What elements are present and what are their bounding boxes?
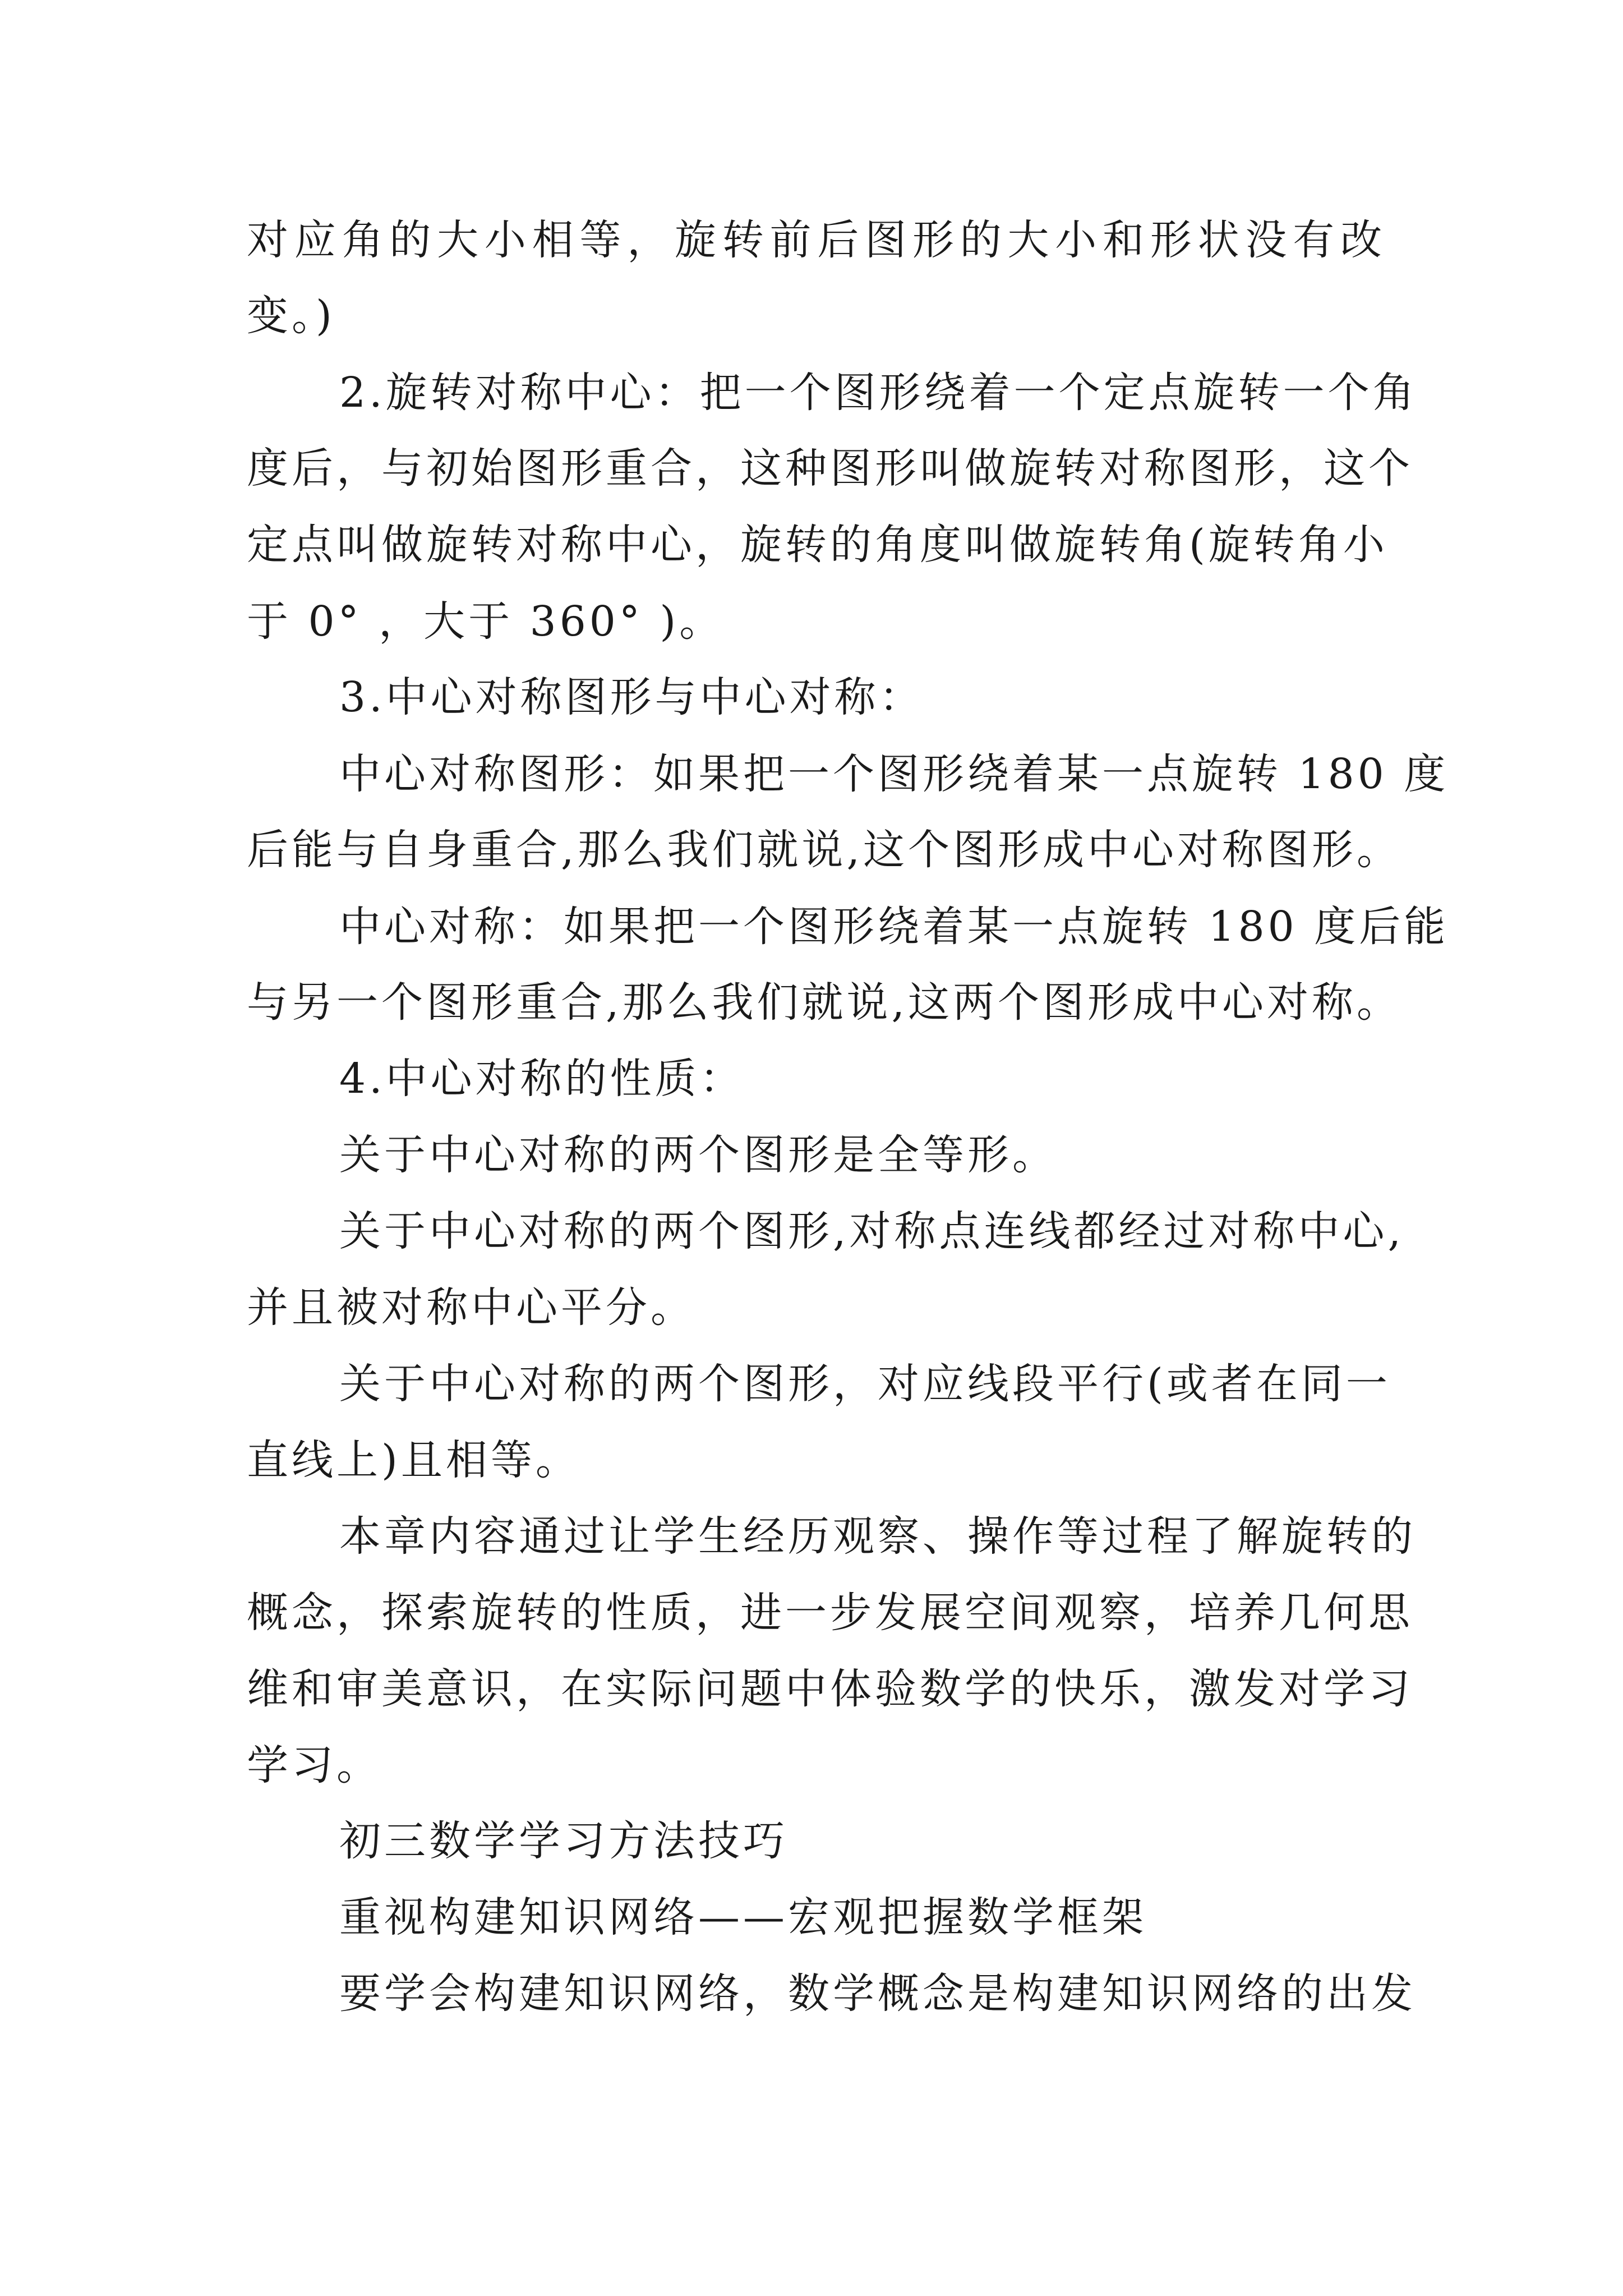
- text-line: 与另一个图形重合,那么我们就说,这两个图形成中心对称。: [247, 978, 1402, 1027]
- text-line: 关于中心对称的两个图形是全等形。: [339, 1131, 1057, 1179]
- text-line: 4.中心对称的性质：: [339, 1055, 745, 1103]
- text-line: 3.中心对称图形与中心对称：: [339, 673, 924, 721]
- text-line: 度后，与初始图形重合，这种图形叫做旋转对称图形，这个: [247, 444, 1413, 493]
- text-line: 重视构建知识网络——宏观把握数学框架: [339, 1893, 1147, 1941]
- text-line: 2.旋转对称中心：把一个图形绕着一个定点旋转一个角: [339, 369, 1418, 417]
- text-line: 后能与自身重合,那么我们就说,这个图形成中心对称图形。: [247, 826, 1402, 874]
- text-line: 对应角的大小相等，旋转前后图形的大小和形状没有改: [247, 216, 1385, 264]
- text-line: 关于中心对称的两个图形,对称点连线都经过对称中心,: [339, 1207, 1405, 1255]
- text-line: 中心对称：如果把一个图形绕着某一点旋转 180 度后能: [339, 903, 1449, 951]
- text-line: 直线上)且相等。: [247, 1436, 580, 1484]
- text-line: 于 0° ，大于 360° )。: [247, 597, 725, 646]
- text-line: 中心对称图形：如果把一个图形绕着某一点旋转 180 度: [339, 750, 1449, 798]
- text-line: 维和审美意识，在实际问题中体验数学的快乐，激发对学习: [247, 1665, 1413, 1713]
- text-line: 学习。: [247, 1741, 381, 1789]
- text-line: 概念，探索旋转的性质，进一步发展空间观察，培养几何思: [247, 1589, 1413, 1637]
- text-line: 并且被对称中心平分。: [247, 1283, 695, 1332]
- text-line: 要学会构建知识网络，数学概念是构建知识网络的出发: [339, 1970, 1416, 2018]
- text-line: 定点叫做旋转对称中心，旋转的角度叫做旋转角(旋转角小: [247, 521, 1388, 569]
- text-line: 关于中心对称的两个图形，对应线段平行(或者在同一: [339, 1360, 1391, 1408]
- text-line: 本章内容通过让学生经历观察、操作等过程了解旋转的: [339, 1512, 1416, 1561]
- text-line: 变。): [247, 292, 335, 340]
- text-line: 初三数学学习方法技巧: [339, 1817, 788, 1865]
